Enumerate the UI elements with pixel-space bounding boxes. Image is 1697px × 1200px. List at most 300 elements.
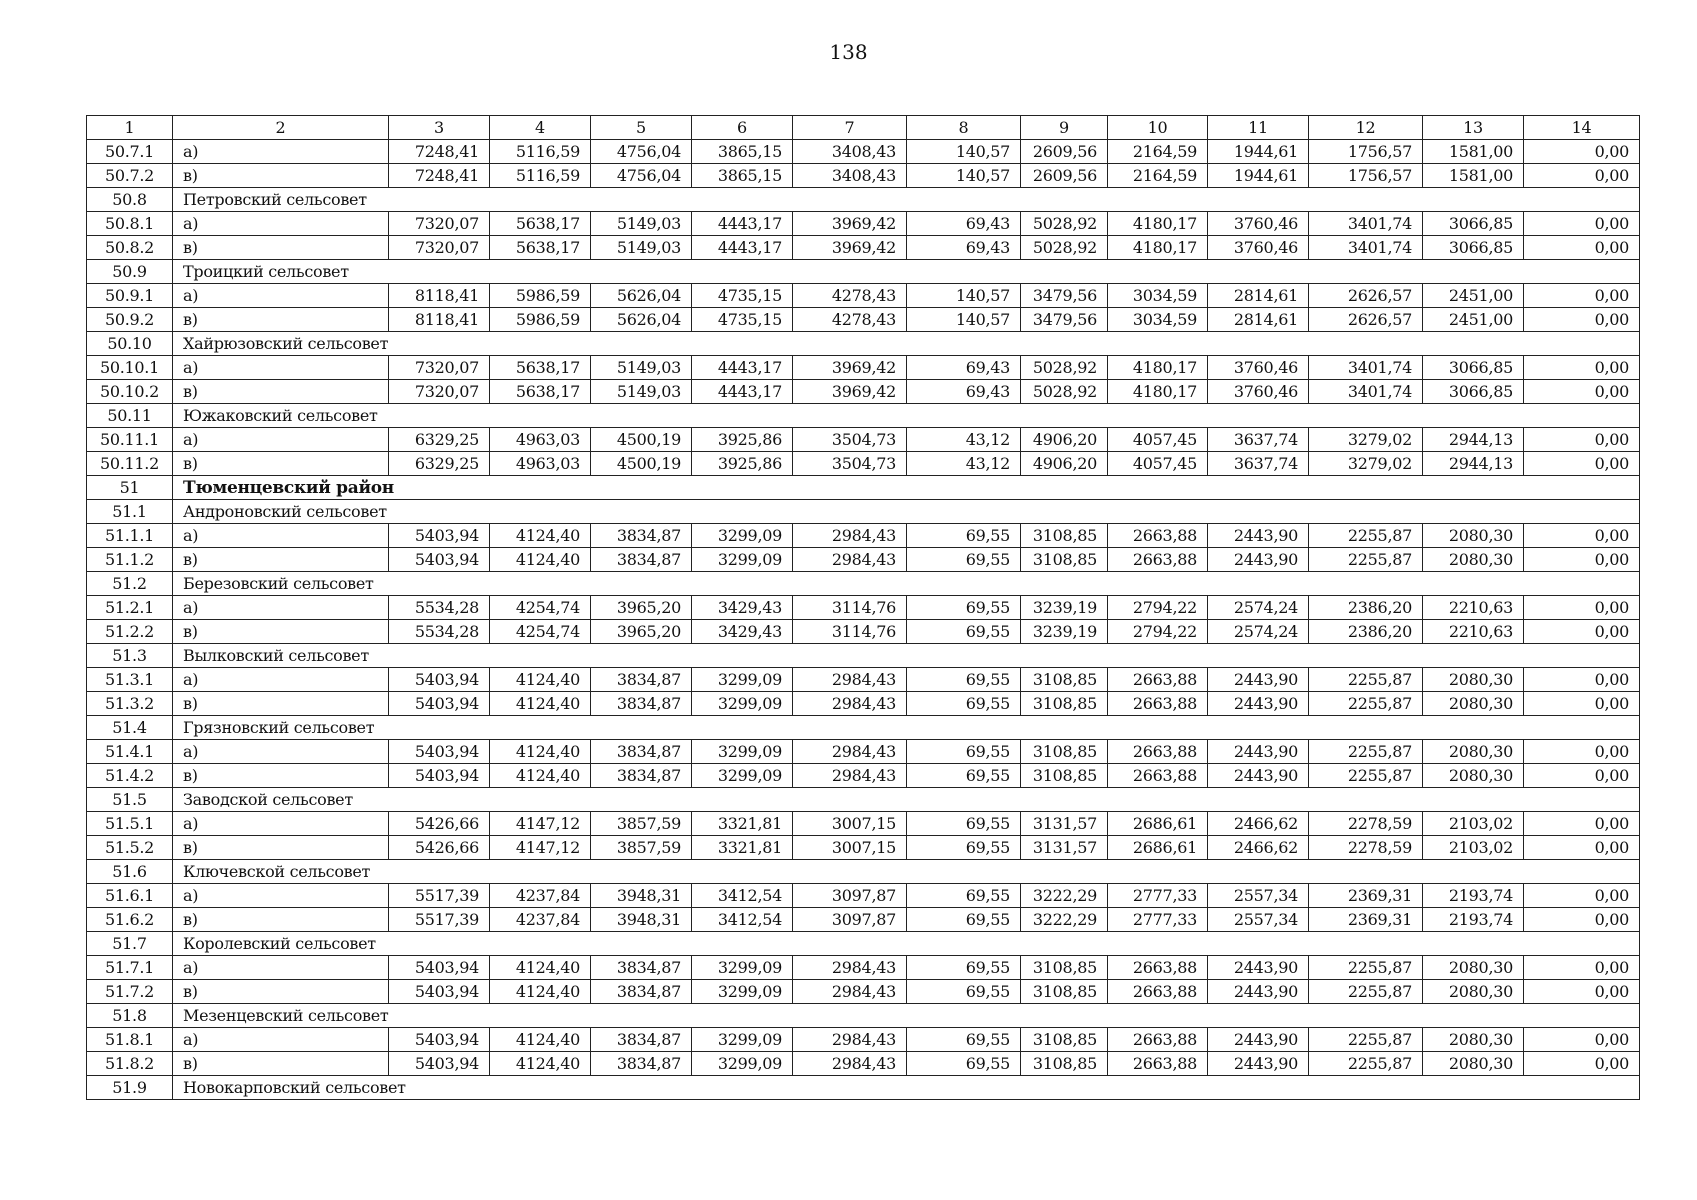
- row-label: а): [173, 212, 389, 236]
- row-code: 51.7.1: [87, 956, 173, 980]
- cell-value: 2386,20: [1309, 596, 1423, 620]
- cell-value: 0,00: [1524, 764, 1640, 788]
- cell-value: 2944,13: [1423, 452, 1524, 476]
- cell-value: 3299,09: [692, 956, 793, 980]
- row-label: в): [173, 164, 389, 188]
- cell-value: 69,55: [907, 764, 1021, 788]
- cell-value: 2686,61: [1108, 812, 1208, 836]
- cell-value: 4124,40: [490, 980, 591, 1004]
- cell-value: 3760,46: [1208, 356, 1309, 380]
- cell-value: 5028,92: [1021, 356, 1108, 380]
- cell-value: 3969,42: [793, 236, 907, 260]
- section-row: [87, 188, 1640, 212]
- cell-value: 5986,59: [490, 284, 591, 308]
- table-row: [87, 956, 1640, 980]
- table-row: [87, 356, 1640, 380]
- cell-value: 3965,20: [591, 596, 692, 620]
- row-code: 51.8.2: [87, 1052, 173, 1076]
- cell-value: 3299,09: [692, 740, 793, 764]
- cell-value: 5626,04: [591, 308, 692, 332]
- cell-value: 2663,88: [1108, 524, 1208, 548]
- cell-value: 2278,59: [1309, 812, 1423, 836]
- cell-value: 3108,85: [1021, 764, 1108, 788]
- cell-value: 0,00: [1524, 836, 1640, 860]
- cell-value: 2443,90: [1208, 1028, 1309, 1052]
- row-code: 51.3.2: [87, 692, 173, 716]
- cell-value: 3114,76: [793, 620, 907, 644]
- column-number: 5: [591, 116, 692, 140]
- column-number: 2: [173, 116, 389, 140]
- row-label: в): [173, 548, 389, 572]
- cell-value: 3066,85: [1423, 236, 1524, 260]
- cell-value: 4124,40: [490, 692, 591, 716]
- cell-value: 5517,39: [389, 908, 490, 932]
- cell-value: 7320,07: [389, 380, 490, 404]
- cell-value: 3131,57: [1021, 836, 1108, 860]
- cell-value: 2984,43: [793, 692, 907, 716]
- row-label: в): [173, 980, 389, 1004]
- row-code: 50.7.1: [87, 140, 173, 164]
- row-label: в): [173, 764, 389, 788]
- cell-value: 5403,94: [389, 524, 490, 548]
- column-number: 1: [87, 116, 173, 140]
- cell-value: 3834,87: [591, 524, 692, 548]
- cell-value: 5403,94: [389, 548, 490, 572]
- cell-value: 2255,87: [1309, 1028, 1423, 1052]
- section-name: Вылковский сельсовет: [173, 644, 1640, 668]
- row-code: 50.10.2: [87, 380, 173, 404]
- cell-value: 7248,41: [389, 164, 490, 188]
- cell-value: 5116,59: [490, 164, 591, 188]
- cell-value: 2663,88: [1108, 692, 1208, 716]
- cell-value: 2984,43: [793, 524, 907, 548]
- cell-value: 0,00: [1524, 212, 1640, 236]
- column-number: 4: [490, 116, 591, 140]
- cell-value: 3239,19: [1021, 596, 1108, 620]
- cell-value: 3401,74: [1309, 236, 1423, 260]
- table-row: [87, 884, 1640, 908]
- cell-value: 2255,87: [1309, 524, 1423, 548]
- cell-value: 2443,90: [1208, 740, 1309, 764]
- row-code: 51.6.2: [87, 908, 173, 932]
- cell-value: 3108,85: [1021, 1028, 1108, 1052]
- cell-value: 0,00: [1524, 1028, 1640, 1052]
- cell-value: 3131,57: [1021, 812, 1108, 836]
- cell-value: 3865,15: [692, 140, 793, 164]
- row-code: 51.4.2: [87, 764, 173, 788]
- cell-value: 5028,92: [1021, 212, 1108, 236]
- row-label: а): [173, 812, 389, 836]
- cell-value: 2663,88: [1108, 1028, 1208, 1052]
- cell-value: 4180,17: [1108, 212, 1208, 236]
- cell-value: 2080,30: [1423, 764, 1524, 788]
- cell-value: 4756,04: [591, 164, 692, 188]
- cell-value: 2210,63: [1423, 620, 1524, 644]
- cell-value: 2663,88: [1108, 980, 1208, 1004]
- cell-value: 5403,94: [389, 692, 490, 716]
- cell-value: 5638,17: [490, 380, 591, 404]
- cell-value: 8118,41: [389, 284, 490, 308]
- cell-value: 3108,85: [1021, 1052, 1108, 1076]
- cell-value: 69,55: [907, 908, 1021, 932]
- cell-value: 4124,40: [490, 524, 591, 548]
- table-row: [87, 740, 1640, 764]
- section-row: [87, 1076, 1640, 1100]
- cell-value: 4124,40: [490, 548, 591, 572]
- cell-value: 2210,63: [1423, 596, 1524, 620]
- cell-value: 4124,40: [490, 956, 591, 980]
- cell-value: 2984,43: [793, 764, 907, 788]
- cell-value: 3865,15: [692, 164, 793, 188]
- cell-value: 3299,09: [692, 692, 793, 716]
- section-row: [87, 572, 1640, 596]
- cell-value: 3108,85: [1021, 740, 1108, 764]
- cell-value: 6329,25: [389, 452, 490, 476]
- cell-value: 3857,59: [591, 836, 692, 860]
- cell-value: 2663,88: [1108, 740, 1208, 764]
- cell-value: 0,00: [1524, 692, 1640, 716]
- section-name: Южаковский сельсовет: [173, 404, 1640, 428]
- cell-value: 2386,20: [1309, 620, 1423, 644]
- cell-value: 4278,43: [793, 284, 907, 308]
- cell-value: 4500,19: [591, 452, 692, 476]
- cell-value: 69,55: [907, 548, 1021, 572]
- row-label: в): [173, 836, 389, 860]
- cell-value: 3321,81: [692, 836, 793, 860]
- cell-value: 5149,03: [591, 212, 692, 236]
- table-row: [87, 212, 1640, 236]
- cell-value: 0,00: [1524, 596, 1640, 620]
- cell-value: 2255,87: [1309, 956, 1423, 980]
- table-row: [87, 836, 1640, 860]
- cell-value: 4147,12: [490, 836, 591, 860]
- section-row: [87, 860, 1640, 884]
- cell-value: 69,55: [907, 836, 1021, 860]
- cell-value: 3948,31: [591, 884, 692, 908]
- cell-value: 3222,29: [1021, 908, 1108, 932]
- cell-value: 1944,61: [1208, 164, 1309, 188]
- cell-value: 1756,57: [1309, 164, 1423, 188]
- section-name: Ключевской сельсовет: [173, 860, 1640, 884]
- cell-value: 5517,39: [389, 884, 490, 908]
- cell-value: 3834,87: [591, 1052, 692, 1076]
- cell-value: 4443,17: [692, 212, 793, 236]
- row-label: в): [173, 1052, 389, 1076]
- row-code: 51.6.1: [87, 884, 173, 908]
- row-code: 51.5.2: [87, 836, 173, 860]
- cell-value: 3834,87: [591, 692, 692, 716]
- cell-value: 2663,88: [1108, 956, 1208, 980]
- row-code: 50.8: [87, 188, 173, 212]
- cell-value: 2443,90: [1208, 548, 1309, 572]
- cell-value: 7248,41: [389, 140, 490, 164]
- cell-value: 2557,34: [1208, 908, 1309, 932]
- cell-value: 3401,74: [1309, 356, 1423, 380]
- cell-value: 5149,03: [591, 380, 692, 404]
- row-label: а): [173, 524, 389, 548]
- row-code: 51.3: [87, 644, 173, 668]
- cell-value: 3401,74: [1309, 380, 1423, 404]
- row-label: в): [173, 620, 389, 644]
- cell-value: 2663,88: [1108, 548, 1208, 572]
- row-label: а): [173, 428, 389, 452]
- cell-value: 2663,88: [1108, 668, 1208, 692]
- row-label: в): [173, 692, 389, 716]
- cell-value: 2080,30: [1423, 740, 1524, 764]
- column-number-row: [87, 116, 1640, 140]
- cell-value: 2663,88: [1108, 1052, 1208, 1076]
- section-row: [87, 332, 1640, 356]
- column-number: 9: [1021, 116, 1108, 140]
- row-code: 51.1.2: [87, 548, 173, 572]
- section-name: Петровский сельсовет: [173, 188, 1640, 212]
- cell-value: 140,57: [907, 308, 1021, 332]
- cell-value: 1581,00: [1423, 140, 1524, 164]
- cell-value: 2984,43: [793, 1052, 907, 1076]
- row-label: в): [173, 908, 389, 932]
- cell-value: 0,00: [1524, 524, 1640, 548]
- cell-value: 3948,31: [591, 908, 692, 932]
- cell-value: 7320,07: [389, 236, 490, 260]
- cell-value: 2164,59: [1108, 140, 1208, 164]
- cell-value: 4180,17: [1108, 380, 1208, 404]
- cell-value: 0,00: [1524, 164, 1640, 188]
- cell-value: 3299,09: [692, 524, 793, 548]
- cell-value: 69,55: [907, 812, 1021, 836]
- table-row: [87, 164, 1640, 188]
- cell-value: 4124,40: [490, 668, 591, 692]
- cell-value: 0,00: [1524, 308, 1640, 332]
- row-label: в): [173, 236, 389, 260]
- row-code: 50.8.2: [87, 236, 173, 260]
- row-code: 51.7: [87, 932, 173, 956]
- cell-value: 5626,04: [591, 284, 692, 308]
- cell-value: 3007,15: [793, 836, 907, 860]
- cell-value: 5403,94: [389, 980, 490, 1004]
- row-code: 51.4: [87, 716, 173, 740]
- cell-value: 0,00: [1524, 884, 1640, 908]
- cell-value: 69,55: [907, 620, 1021, 644]
- cell-value: 3108,85: [1021, 956, 1108, 980]
- cell-value: 3222,29: [1021, 884, 1108, 908]
- cell-value: 0,00: [1524, 668, 1640, 692]
- column-number: 12: [1309, 116, 1423, 140]
- cell-value: 4237,84: [490, 908, 591, 932]
- cell-value: 3299,09: [692, 1052, 793, 1076]
- row-code: 51.6: [87, 860, 173, 884]
- cell-value: 140,57: [907, 140, 1021, 164]
- cell-value: 4124,40: [490, 764, 591, 788]
- cell-value: 3097,87: [793, 908, 907, 932]
- cell-value: 2794,22: [1108, 620, 1208, 644]
- cell-value: 3299,09: [692, 1028, 793, 1052]
- cell-value: 3108,85: [1021, 668, 1108, 692]
- row-code: 50.9: [87, 260, 173, 284]
- section-row: [87, 404, 1640, 428]
- cell-value: 5638,17: [490, 236, 591, 260]
- cell-value: 4443,17: [692, 380, 793, 404]
- cell-value: 69,55: [907, 884, 1021, 908]
- cell-value: 2255,87: [1309, 692, 1423, 716]
- cell-value: 2255,87: [1309, 764, 1423, 788]
- cell-value: 3279,02: [1309, 428, 1423, 452]
- cell-value: 2443,90: [1208, 1052, 1309, 1076]
- cell-value: 5426,66: [389, 836, 490, 860]
- cell-value: 4906,20: [1021, 452, 1108, 476]
- cell-value: 8118,41: [389, 308, 490, 332]
- cell-value: 3504,73: [793, 428, 907, 452]
- table-body: [87, 116, 1640, 1100]
- cell-value: 3479,56: [1021, 308, 1108, 332]
- cell-value: 4756,04: [591, 140, 692, 164]
- cell-value: 2193,74: [1423, 884, 1524, 908]
- cell-value: 4254,74: [490, 596, 591, 620]
- row-code: 50.9.2: [87, 308, 173, 332]
- cell-value: 2164,59: [1108, 164, 1208, 188]
- cell-value: 0,00: [1524, 1052, 1640, 1076]
- cell-value: 5403,94: [389, 1028, 490, 1052]
- cell-value: 5403,94: [389, 668, 490, 692]
- cell-value: 3108,85: [1021, 524, 1108, 548]
- cell-value: 2103,02: [1423, 812, 1524, 836]
- cell-value: 3429,43: [692, 620, 793, 644]
- cell-value: 4147,12: [490, 812, 591, 836]
- table-row: [87, 1028, 1640, 1052]
- cell-value: 1756,57: [1309, 140, 1423, 164]
- district-row: [87, 476, 1640, 500]
- cell-value: 4180,17: [1108, 356, 1208, 380]
- cell-value: 3760,46: [1208, 212, 1309, 236]
- cell-value: 2451,00: [1423, 284, 1524, 308]
- cell-value: 3279,02: [1309, 452, 1423, 476]
- cell-value: 4124,40: [490, 1052, 591, 1076]
- cell-value: 3408,43: [793, 140, 907, 164]
- cell-value: 3114,76: [793, 596, 907, 620]
- section-row: [87, 932, 1640, 956]
- cell-value: 69,43: [907, 380, 1021, 404]
- table-row: [87, 908, 1640, 932]
- cell-value: 5403,94: [389, 740, 490, 764]
- cell-value: 3925,86: [692, 452, 793, 476]
- cell-value: 2984,43: [793, 980, 907, 1004]
- cell-value: 3504,73: [793, 452, 907, 476]
- cell-value: 3969,42: [793, 356, 907, 380]
- cell-value: 69,55: [907, 596, 1021, 620]
- cell-value: 69,55: [907, 524, 1021, 548]
- cell-value: 2609,56: [1021, 140, 1108, 164]
- cell-value: 3239,19: [1021, 620, 1108, 644]
- cell-value: 4500,19: [591, 428, 692, 452]
- cell-value: 3760,46: [1208, 380, 1309, 404]
- cell-value: 3108,85: [1021, 548, 1108, 572]
- table-row: [87, 692, 1640, 716]
- cell-value: 4443,17: [692, 236, 793, 260]
- cell-value: 2574,24: [1208, 620, 1309, 644]
- row-code: 51.3.1: [87, 668, 173, 692]
- cell-value: 2369,31: [1309, 884, 1423, 908]
- row-label: а): [173, 140, 389, 164]
- cell-value: 5986,59: [490, 308, 591, 332]
- cell-value: 3834,87: [591, 740, 692, 764]
- row-label: а): [173, 884, 389, 908]
- cell-value: 2255,87: [1309, 740, 1423, 764]
- cell-value: 3834,87: [591, 1028, 692, 1052]
- cell-value: 2103,02: [1423, 836, 1524, 860]
- cell-value: 3637,74: [1208, 428, 1309, 452]
- table-row: [87, 596, 1640, 620]
- section-row: [87, 500, 1640, 524]
- cell-value: 2777,33: [1108, 908, 1208, 932]
- cell-value: 69,55: [907, 692, 1021, 716]
- section-row: [87, 788, 1640, 812]
- cell-value: 2080,30: [1423, 956, 1524, 980]
- cell-value: 0,00: [1524, 452, 1640, 476]
- section-name: Королевский сельсовет: [173, 932, 1640, 956]
- row-label: в): [173, 452, 389, 476]
- section-name: Троицкий сельсовет: [173, 260, 1640, 284]
- cell-value: 2080,30: [1423, 692, 1524, 716]
- cell-value: 2080,30: [1423, 548, 1524, 572]
- cell-value: 3007,15: [793, 812, 907, 836]
- cell-value: 2080,30: [1423, 1052, 1524, 1076]
- cell-value: 69,43: [907, 236, 1021, 260]
- cell-value: 3066,85: [1423, 356, 1524, 380]
- cell-value: 2443,90: [1208, 692, 1309, 716]
- cell-value: 5116,59: [490, 140, 591, 164]
- column-number: 10: [1108, 116, 1208, 140]
- cell-value: 3097,87: [793, 884, 907, 908]
- row-code: 50.10: [87, 332, 173, 356]
- cell-value: 4963,03: [490, 428, 591, 452]
- cell-value: 2984,43: [793, 740, 907, 764]
- cell-value: 2443,90: [1208, 668, 1309, 692]
- cell-value: 3299,09: [692, 980, 793, 1004]
- cell-value: 2443,90: [1208, 956, 1309, 980]
- cell-value: 0,00: [1524, 548, 1640, 572]
- table-row: [87, 764, 1640, 788]
- table-row: [87, 668, 1640, 692]
- cell-value: 4735,15: [692, 308, 793, 332]
- row-label: а): [173, 740, 389, 764]
- row-label: а): [173, 1028, 389, 1052]
- cell-value: 69,55: [907, 1052, 1021, 1076]
- cell-value: 3412,54: [692, 908, 793, 932]
- row-label: а): [173, 596, 389, 620]
- cell-value: 0,00: [1524, 380, 1640, 404]
- cell-value: 69,55: [907, 668, 1021, 692]
- cell-value: 4278,43: [793, 308, 907, 332]
- row-code: 51.4.1: [87, 740, 173, 764]
- cell-value: 0,00: [1524, 284, 1640, 308]
- cell-value: 4124,40: [490, 1028, 591, 1052]
- section-row: [87, 716, 1640, 740]
- section-name: Грязновский сельсовет: [173, 716, 1640, 740]
- table-row: [87, 308, 1640, 332]
- cell-value: 3401,74: [1309, 212, 1423, 236]
- row-code: 51.2.2: [87, 620, 173, 644]
- cell-value: 5028,92: [1021, 236, 1108, 260]
- row-code: 50.7.2: [87, 164, 173, 188]
- column-number: 6: [692, 116, 793, 140]
- cell-value: 2984,43: [793, 956, 907, 980]
- cell-value: 0,00: [1524, 980, 1640, 1004]
- row-label: а): [173, 956, 389, 980]
- section-row: [87, 260, 1640, 284]
- cell-value: 69,55: [907, 980, 1021, 1004]
- cell-value: 2663,88: [1108, 764, 1208, 788]
- cell-value: 2557,34: [1208, 884, 1309, 908]
- column-number: 11: [1208, 116, 1309, 140]
